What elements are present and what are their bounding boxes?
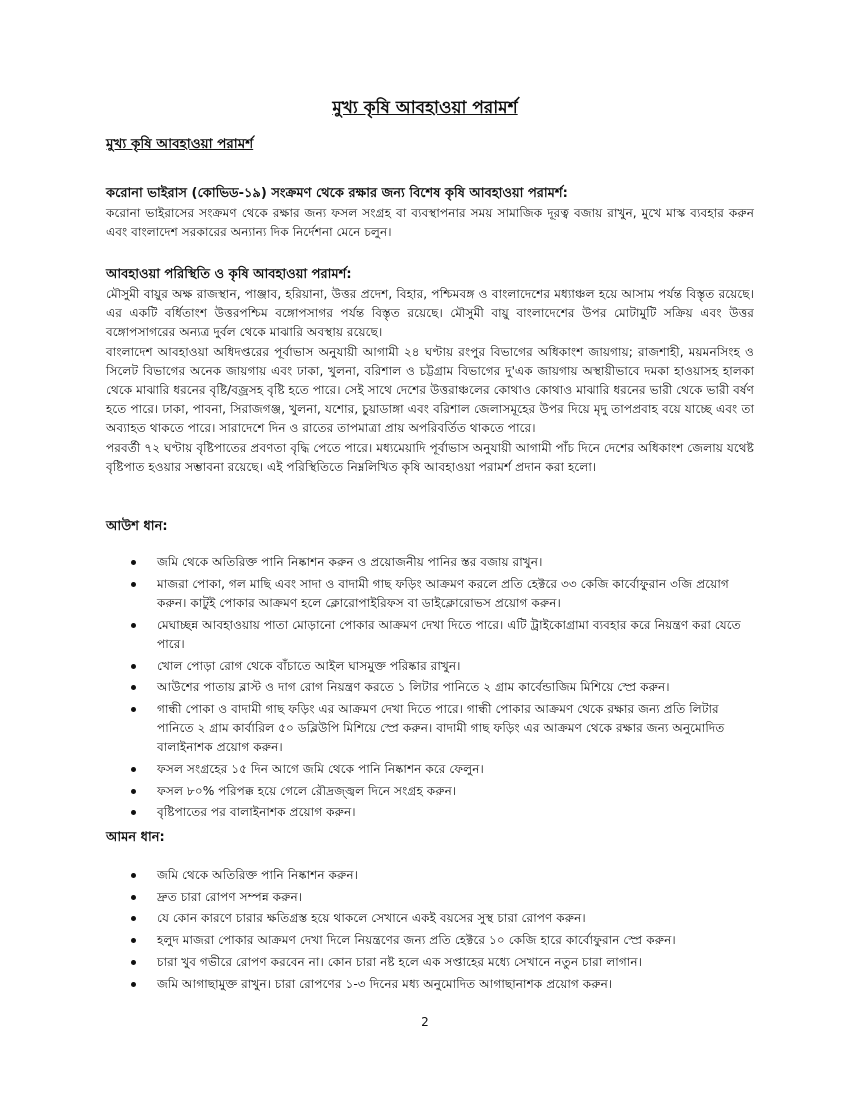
list-item — [131, 888, 754, 907]
list-item — [131, 953, 754, 972]
weather-paragraph-2: বাংলাদেশ আবহাওয়া অধিদপ্তরের পূর্বাভাস অনুযায়ী আগামী ২৪ ঘণ্টায় রংপুর বিভাগের অধিকাংশ জায়গায়; রাজশাহী, ময়মনসিংহ ও সিলেট বিভাগের অনেক জায়গায় এবং ঢাকা, খুলনা, বরিশাল ও চট্টগ্রাম বিভাগের দু'এক জায়গায় অস্থায়ীভাবে দমকা হাওয়াসহ হালকা থেকে মাঝারি ধরনের বৃষ্টি/বজ্রসহ বৃষ্টি হতে পারে। সেই সাথে দেশের উত্তরাঞ্চলের কোথাও কোথাও মাঝারি ধরনের ভারী থেকে ভারী বর্ষণ হতে পারে। ঢাকা, পাবনা, সিরাজগঞ্জ, খুলনা, যশোর, চুয়াডাঙ্গা এবং বরিশাল জেলাসমূহের উপর দিয়ে মৃদু তাপপ্রবাহ বয়ে যাচ্ছে এবং তা অব্যাহত থাকতে পারে। সারাদেশে দিন ও রাতের তাপমাত্রা প্রায় অপরিবর্তিত থাকতে পারে। — [106, 344, 754, 436]
aus-section — [131, 553, 754, 825]
bullet-icon — [131, 960, 136, 965]
list-item-text: মাজরা পোকা, গল মাছি এবং সাদা ও বাদামী গাছ ফড়িং আক্রমণ করলে প্রতি হেক্টরে ৩৩ কেজি কার্বোফুরান ৩জি প্রয়োগ করুন। কাটুই পোকার আক্রমণ হলে ক্লোরোপাইরিফস বা ডাইক্লোরোভস প্রয়োগ করুন। — [157, 576, 729, 610]
list-item-text: বৃষ্টিপাতের পর বালাইনাশক প্রয়োগ করুন। — [157, 805, 356, 820]
list-item-text: খোল পোড়া রোগ থেকে বাঁচাতে আইল ঘাসমুক্ত পরিষ্কার রাখুন। — [157, 658, 461, 673]
aus-list — [131, 553, 754, 823]
list-item — [131, 931, 754, 950]
list-item-text: হলুদ মাজরা পোকার আক্রমণ দেখা দিলে নিয়ন্ত্রণের জন্য প্রতি হেক্টরে ১০ কেজি হারে কার্বোফুরান স্প্রে করুন। — [157, 933, 676, 948]
covid-heading: করোনা ভাইরাস (কোভিড-১৯) সংক্রমণ থেকে রক্ষার জন্য বিশেষ কৃষি আবহাওয়া পরামর্শ: — [106, 186, 568, 201]
bullet-icon — [131, 895, 136, 900]
list-item-text: ফসল সংগ্রহের ১৫ দিন আগে জমি থেকে পানি নিষ্কাশন করে ফেলুন। — [157, 762, 484, 777]
bullet-icon — [131, 810, 136, 815]
aman-heading: আমন ধান: — [106, 830, 165, 845]
list-item-text: যে কোন কারণে চারার ক্ষতিগ্রস্ত হয়ে থাকলে সেখানে একই বয়সের সুস্থ চারা রোপণ করুন। — [157, 911, 586, 926]
list-item — [131, 575, 754, 613]
weather-heading: আবহাওয়া পরিস্থিতি ও কৃষি আবহাওয়া পরামর্শ: — [106, 267, 352, 282]
list-item-text: দ্রুত চারা রোপণ সম্পন্ন করুন। — [157, 889, 303, 904]
list-item — [131, 553, 754, 572]
list-item — [131, 678, 754, 697]
bullet-icon — [131, 938, 136, 943]
aus-heading-block — [106, 517, 754, 537]
list-item-text: গান্ধী পোকা ও বাদামী গাছ ফড়িং এর আক্রমণ দেখা দিতে পারে। গান্ধী পোকার আক্রমণ থেকে রক্ষার জন্য প্রতি লিটার পানিতে ২ গ্রাম কার্বারিল ৫০ ডব্লিউপি মিশিয়ে স্প্রে করুন। বাদামী গাছ ফড়িং এর আক্রমণ থেকে রক্ষার জন্য অনুমোদিত বালাইনাশক প্রয়োগ করুন। — [157, 701, 725, 755]
list-item-text: জমি থেকে অতিরিক্ত পানি নিষ্কাশন করুন ও প্রয়োজনীয় পানির স্তর বজায় রাখুন। — [157, 555, 543, 569]
aus-heading: আউশ ধান: — [106, 519, 168, 534]
list-item-text: জমি থেকে অতিরিক্ত পানি নিষ্কাশন করুন। — [157, 868, 359, 882]
weather-paragraph-3: পরবর্তী ৭২ ঘণ্টায় বৃষ্টিপাতের প্রবণতা বৃদ্ধি পেতে পারে। মধ্যমেয়াদি পূর্বাভাস অনুযায়ী আগামী পাঁচ দিনে দেশের অধিকাংশ জেলায় যথেষ্ট বৃষ্টিপাত হওয়ার সম্ভাবনা রয়েছে। এই পরিস্থিতিতে নিম্নলিখিত কৃষি আবহাওয়া পরামর্শ প্রদান করা হলো। — [106, 440, 754, 474]
list-item-text: মেঘাচ্ছন্ন আবহাওয়ায় পাতা মোড়ানো পোকার আক্রমণ দেখা দিতে পারে। এটি ট্রাইকোগ্রামা ব্যবহার করে নিয়ন্ত্রণ করা যেতে পারে। — [157, 617, 741, 651]
page-title: মুখ্য কৃষি আবহাওয়া পরামর্শ — [332, 98, 518, 118]
bullet-icon — [131, 685, 136, 690]
weather-section — [106, 265, 754, 477]
bullet-icon — [131, 767, 136, 772]
covid-section — [106, 184, 754, 242]
covid-paragraph: করোনা ভাইরাসের সংক্রমণ থেকে রক্ষার জন্য ফসল সংগ্রহ বা ব্যবস্থাপনার সময় সামাজিক দূরত্ব বজায় রাখুন, মুখে মাস্ক ব্যবহার করুন এবং বাংলাদেশ সরকারের অন্যান্য দিক নির্দেশনা মেনে চলুন। — [106, 206, 754, 240]
weather-paragraph-1: মৌসুমী বায়ুর অক্ষ রাজস্থান, পাঞ্জাব, হরিয়ানা, উত্তর প্রদেশ, বিহার, পশ্চিমবঙ্গ ও বাংলাদেশের মধ্যাঞ্চল হয়ে আসাম পর্যন্ত বিস্তৃত রয়েছে। এর একটি বর্ধিতাংশ উত্তরপশ্চিম বঙ্গোপসাগর পর্যন্ত বিস্তৃত রয়েছে। মৌসুমী বায়ু বাংলাদেশের উপর মোটামুটি সক্রিয় এবং উত্তর বঙ্গোপসাগরের অন্যত্র দুর্বল থেকে মাঝারি অবস্থায় রয়েছে। — [106, 287, 754, 340]
list-item — [131, 616, 754, 654]
bullet-icon — [131, 623, 136, 628]
aman-section — [131, 866, 754, 996]
bullet-icon — [131, 560, 136, 565]
aman-heading-block — [106, 828, 754, 848]
list-item-text: আউশের পাতায় ব্লাস্ট ও দাগ রোগ নিয়ন্ত্রণ করতে ১ লিটার পানিতে ২ গ্রাম কার্বেন্ডাজিম মিশিয়ে স্প্রে করুন। — [157, 680, 670, 695]
list-item — [131, 657, 754, 676]
list-item-text: জমি আগাছামুক্ত রাখুন। চারা রোপণের ১-৩ দিনের মধ্য অনুমোদিত আগাছানাশক প্রয়োগ করুন। — [157, 976, 613, 991]
list-item — [131, 975, 754, 994]
list-item — [131, 760, 754, 779]
section-subtitle: মুখ্য কৃষি আবহাওয়া পরামর্শ — [106, 136, 254, 152]
bullet-icon — [131, 789, 136, 794]
bullet-icon — [131, 916, 136, 921]
subtitle-block — [106, 134, 754, 154]
bullet-icon — [131, 582, 136, 587]
list-item-text: ফসল ৮০% পরিপক্ক হয়ে গেলে রৌদ্রজ্জ্বল দিনে সংগ্রহ করুন। — [157, 783, 457, 798]
list-item — [131, 803, 754, 822]
list-item-text: চারা খুব গভীরে রোপণ করবেন না। কোন চারা নষ্ট হলে এক সপ্তাহের মধ্যে সেখানে নতুন চারা লাগান। — [157, 954, 642, 969]
bullet-icon — [131, 982, 136, 987]
list-item — [131, 909, 754, 928]
bullet-icon — [131, 664, 136, 669]
page-number: 2 — [421, 1015, 429, 1029]
bullet-icon — [131, 707, 136, 712]
bullet-icon — [131, 873, 136, 878]
list-item — [131, 866, 754, 885]
aman-list — [131, 866, 754, 994]
list-item — [131, 700, 754, 758]
list-item — [131, 782, 754, 801]
